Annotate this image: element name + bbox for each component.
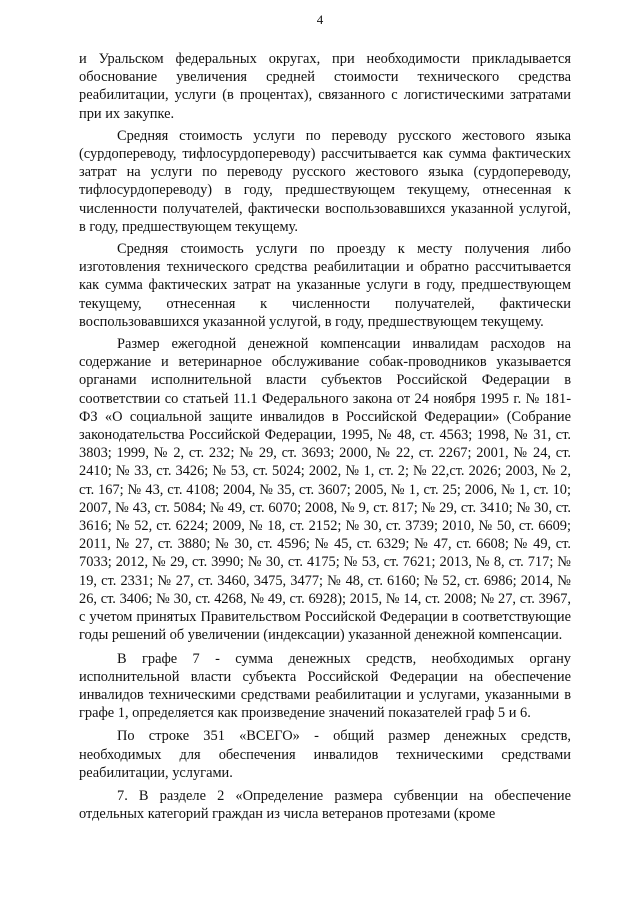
paragraph-guide-dog-compensation: Размер ежегодной денежной компенсации инвалидам расходов на содержание и ветеринарное обслуживание собак-проводников указывается органами исполнительной власти субъектов Российской Федерации в соответствии со статьей 11.1 Федерального закона от 24 ноября 1995 г. № 181-ФЗ «О социальной защите инвалидов в Российской Федерации» (Собрание законодательства Российской Федерации, 1995, № 48, ст. 4563; 1998, № 31, ст. 3803; 1999, № 2, ст. 232; № 29, ст. 3693; 2000, № 22, ст. 2267; 2001, № 24, ст. 2410; № 33, ст. 3426; № 53, ст. 5024; 2002, № 1, ст. 2; № 22,ст. 2026; 2003, № 2, ст. 167; № 43, ст. 4108; 2004, № 35, ст. 3607; 2005, № 1, ст. 25; 2006, № 1, ст. 10; 2007, № 43, ст. 5084; № 49, ст. 6070; 2008, № 9, ст. 817; № 29, ст. 3410; № 30, ст. 3616; № 52, ст. 6224; 2009, № 18, ст. 2152; № 30, ст. 3739; 2010, № 50, ст. 6609; 2011, № 27, ст. 3880; № 30, ст. 4596; № 45, ст. 6329; № 47, ст. 6608; № 49, ст. 7033; 2012, № 29, ст. 3990; № 30, ст. 4175; № 53, ст. 7621; 2013, № 8, ст. 717; № 19, ст. 2331; № 27, ст. 3460, 3475, 3477; № 48, ст. 6160; № 52, ст. 6986; 2014, № 26, ст. 3406; № 30, ст. 4268, № 49, ст. 6928); 2015, № 14, ст. 2008; № 27, ст. 3967, с учетом принятых Правительством Российской Федерации в соответствующие годы решений об увеличении (индексации) указанной денежной компенсации. bbox=[79, 336, 571, 644]
document-body bbox=[79, 50, 571, 823]
paragraph-logistics-justification: и Уральском федеральных округах, при необходимости прикладывается обоснование увеличения средней стоимости технического средства реабилитации, услуги (в процентах), связанного с логистическими затратами при их закупке. bbox=[79, 51, 571, 122]
paragraph-column-7: В графе 7 - сумма денежных средств, необходимых органу исполнительной власти субъекта Российской Федерации на обеспечение инвалидов техническими средствами реабилитации и услугами, указанными в графе 1, определяется как произведение значений показателей граф 5 и 6. bbox=[79, 650, 571, 722]
page-number: 4 bbox=[316, 12, 324, 27]
paragraph-sign-language-cost: Средняя стоимость услуги по переводу русского жестового языка (сурдопереводу, тифлосурдопереводу) рассчитывается как сумма фактических затрат на услуги по переводу русского жестового языка (сурдопереводу, тифлосурдопереводу) в году, предшествующем текущему, отнесенная к численности получателей, фактически воспользовавшихся указанной услугой, в году, предшествующем текущему. bbox=[79, 127, 571, 235]
paragraph-travel-cost: Средняя стоимость услуги по проезду к месту получения либо изготовления технического средства реабилитации и обратно рассчитывается как сумма фактических затрат на указанные услуги в году, предшествующем текущему, отнесенная к численности получателей, фактически воспользовавшихся указанной услугой, в году, предшествующем текущему. bbox=[79, 241, 571, 330]
paragraph-row-351-total: По строке 351 «ВСЕГО» - общий размер денежных средств, необходимых для обеспечения инвалидов техническими средствами реабилитации, услугами. bbox=[79, 728, 571, 781]
paragraph-section-2: 7. В разделе 2 «Определение размера субвенции на обеспечение отдельных категорий граждан из числа ветеранов протезами (кроме bbox=[79, 787, 571, 823]
